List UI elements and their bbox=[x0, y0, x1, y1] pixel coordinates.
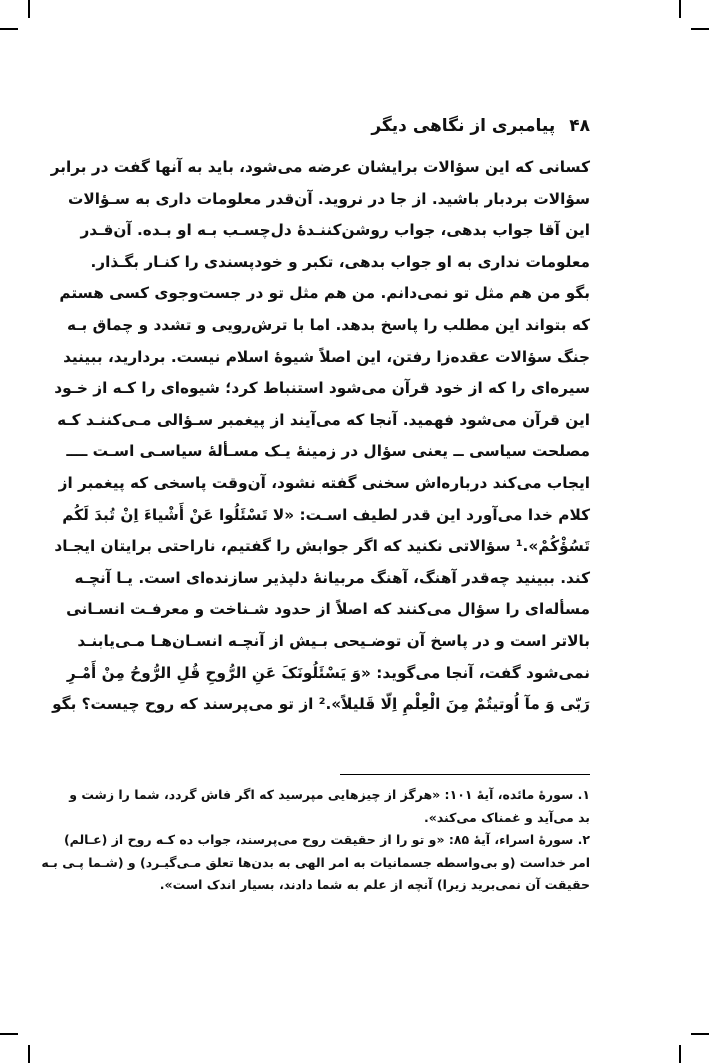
running-header bbox=[120, 112, 590, 140]
crop-mark bbox=[691, 1033, 709, 1035]
crop-mark bbox=[28, 0, 30, 18]
body-line: بالاتر است و در پاسخ آن توضـیحی بـیش از آنچـه انسـان‌هـا مـی‌یابنـد bbox=[77, 631, 590, 650]
body-line: ایجاب می‌کند درباره‌اش سخنی گفته نشود، آن‌وقت پاسخی که پیغمبر از bbox=[58, 473, 590, 492]
footnote-line: ۲. سورهٔ اسراء، آیهٔ ۸۵: «و تو را از حقیقت روح می‌پرسند، جواب ده کـه روح از (عـالم) bbox=[63, 832, 590, 847]
crop-mark bbox=[679, 0, 681, 18]
body-line: رَبّی وَ مآ اُوتیتُمْ مِنَ الْعِلْمِ اِلّا قَلیلاً».² از تو می‌پرسند که روح چیست؟ بگو bbox=[52, 695, 590, 714]
page-number: ۴۸ bbox=[569, 116, 590, 136]
body-line: که بتواند این مطلب را پاسخ بدهد. اما با ترش‌رویی و تشدد و چماق بـه bbox=[67, 315, 590, 334]
crop-mark bbox=[28, 1045, 30, 1063]
body-line: مصلحت سیاسی ــ یعنی سؤال در زمینهٔ یـک مسـألهٔ سیاسـی اسـت ــــ bbox=[66, 442, 590, 461]
body-line: سؤالات بردبار باشید. از جا در نروید. آن‌قدر معلومات داری به سـؤالات bbox=[68, 189, 590, 208]
footnote-line: حقیقت آن نمی‌برید زیرا) آنچه از علم به شما دادند، بسیار اندک است». bbox=[159, 877, 590, 892]
body-line: تَسُؤْکُمْ».¹ سؤالاتی نکنید که اگر جوابش را گفتیم، ناراحتی برایتان ایجـاد bbox=[54, 537, 590, 556]
body-line: معلومات نداری به او جواب بدهی، تکبر و خودپسندی را کنـار بگـذار. bbox=[90, 252, 590, 271]
footnote-line: امر خداست (و بی‌واسطه جسمانیات به امر الهی به بدن‌ها تعلق مـی‌گیـرد) و (شـما پـی بـه bbox=[41, 854, 590, 870]
body-line: جنگ سؤالات عقده‌زا رفتن، این اصلاً شیوهٔ اسلام نیست. بردارید، ببینید bbox=[63, 347, 590, 366]
footnotes bbox=[41, 784, 590, 897]
body-line: کسانی که این سؤالات برایشان عرضه می‌شود، باید به آنها گفت در برابر bbox=[50, 158, 590, 176]
body-line: این قرآن می‌شود فهمید. آنجا که می‌آیند از پیغمبر سـؤالی مـی‌کننـد کـه bbox=[57, 410, 590, 429]
body-line: نمی‌شود گفت، آنجا می‌گوید: «وَ یَسْئَلُونَکَ عَنِ الرُّوحِ قُلِ الرُّوحُ مِنْ أَمْـرِ bbox=[66, 663, 590, 682]
crop-mark bbox=[679, 1045, 681, 1063]
body-line: کند. ببینید چه‌قدر آهنگ، آهنگ مربیانهٔ دلپذیر سازنده‌ای است. یـا آنچـه bbox=[74, 568, 590, 587]
footnote-line: ۱. سورهٔ مائده، آیهٔ ۱۰۱: «هرگز از چیزهایی مپرسید که اگر فاش گردد، شما را زشت و bbox=[69, 787, 590, 802]
crop-mark bbox=[691, 28, 709, 30]
crop-mark bbox=[0, 28, 18, 30]
crop-mark bbox=[0, 1033, 18, 1035]
body-line: سیره‌ای را که از خود قرآن می‌شود استنباط کرد؛ شیوه‌ای را کـه از خـود bbox=[54, 379, 590, 398]
running-title: پیامبری از نگاهی دیگر bbox=[371, 116, 556, 136]
body-line: این آقا جواب بدهی، جواب روشن‌کننـدهٔ دل‌چسـب بـه او بـده. آن‌قـدر bbox=[80, 221, 590, 240]
body-line: مسأله‌ای را سؤال می‌کنند که اصلاً از حدود شـناخت و معرفـت انسـانی bbox=[66, 600, 590, 619]
body-line: کلام خدا می‌آورد این قدر لطیف اسـت: «لا تَسْئَلُوا عَنْ أَشْیاءَ اِنْ تُبدَ لَکُم bbox=[62, 505, 590, 524]
footnote-separator bbox=[340, 774, 590, 775]
body-line: بگو من هم مثل تو نمی‌دانم. من هم مثل تو در جست‌وجوی کسی هستم bbox=[59, 284, 590, 303]
footnote-line: بد می‌آید و غمناک می‌کند». bbox=[424, 809, 590, 825]
body-text bbox=[50, 152, 590, 721]
